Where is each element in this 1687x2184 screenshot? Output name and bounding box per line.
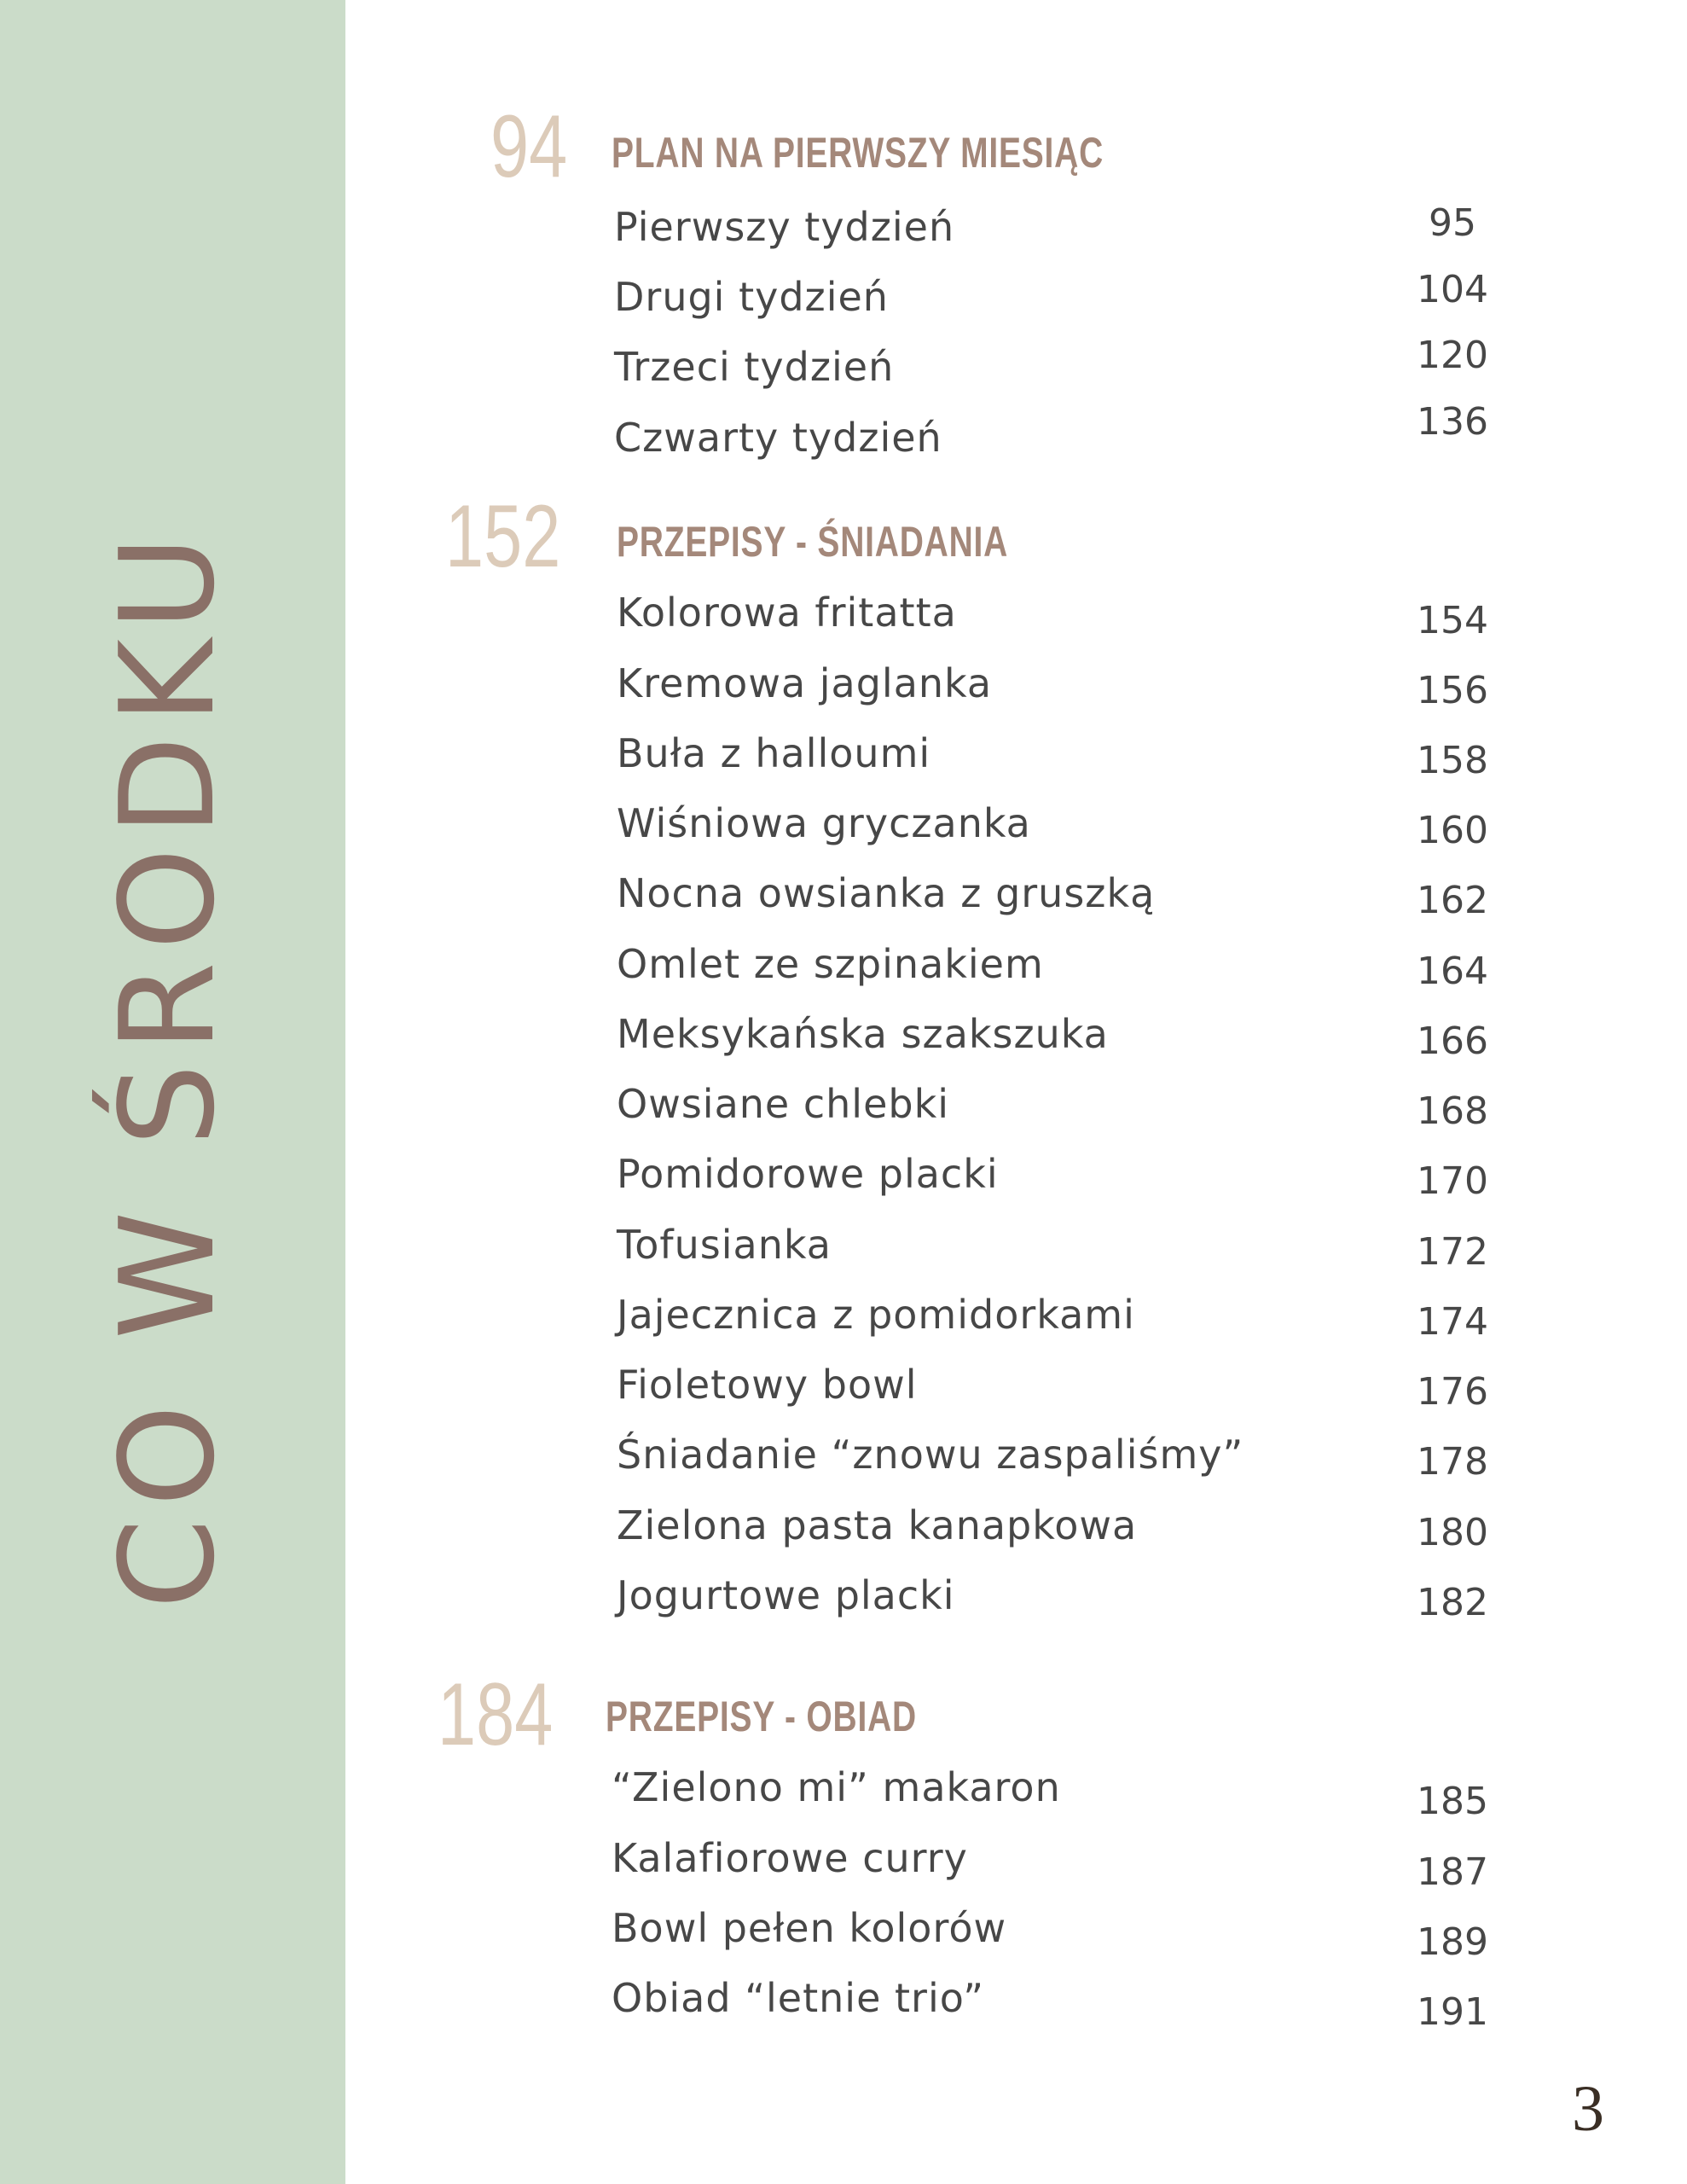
sidebar [0, 0, 345, 2184]
toc-page-number: 191 [1417, 1990, 1488, 2034]
toc-page-number: 166 [1417, 1019, 1488, 1063]
toc-entry[interactable]: Czwarty tydzień [614, 415, 942, 461]
toc-page-number: 185 [1417, 1780, 1488, 1823]
toc-page-number: 104 [1417, 268, 1488, 311]
toc-entry[interactable]: Wiśniowa gryczanka [617, 800, 1031, 846]
toc-page-number: 174 [1417, 1300, 1488, 1344]
toc-entry[interactable]: Drugi tydzień [614, 274, 889, 320]
section-number: 184 [438, 1665, 554, 1764]
toc-entry[interactable]: Obiad “letnie trio” [612, 1975, 985, 2021]
section-title: PRZEPISY - ŚNIADANIA [617, 518, 1009, 566]
toc-page-number: 156 [1417, 669, 1488, 712]
toc-page-number: 95 [1429, 201, 1476, 245]
toc-entry[interactable]: Śniadanie “znowu zaspaliśmy” [617, 1432, 1244, 1478]
toc-page-number: 136 [1417, 400, 1488, 444]
toc-page-number: 162 [1417, 879, 1488, 922]
toc-page-number: 168 [1417, 1089, 1488, 1133]
toc-entry[interactable]: Owsiane chlebki [617, 1081, 949, 1127]
toc-page-number: 189 [1417, 1920, 1488, 1964]
toc-entry[interactable]: Zielona pasta kanapkowa [617, 1502, 1138, 1548]
page-number: 3 [1572, 2073, 1604, 2145]
toc-entry[interactable]: Omlet ze szpinakiem [617, 941, 1044, 987]
toc-page-number: 182 [1417, 1581, 1488, 1624]
section-title: PRZEPISY - OBIAD [606, 1693, 917, 1740]
section-title: PLAN NA PIERWSZY MIESIĄC [612, 129, 1104, 177]
toc-entry[interactable]: Kremowa jaglanka [617, 660, 993, 706]
toc-entry[interactable]: “Zielono mi” makaron [612, 1764, 1061, 1810]
toc-page-number: 164 [1417, 950, 1488, 993]
toc-page-number: 172 [1417, 1230, 1488, 1274]
toc-page-number: 176 [1417, 1370, 1488, 1414]
toc-page-number: 154 [1417, 599, 1488, 642]
toc-entry[interactable]: Kalafiorowe curry [612, 1835, 968, 1881]
toc-entry[interactable]: Fioletowy bowl [617, 1362, 918, 1408]
toc-page-number: 160 [1417, 809, 1488, 852]
toc-entry[interactable]: Jogurtowe placki [617, 1572, 955, 1618]
toc-entry[interactable]: Bowl pełen kolorów [612, 1905, 1007, 1951]
toc-page-number: 178 [1417, 1440, 1488, 1484]
toc-entry[interactable]: Jajecznica z pomidorkami [617, 1292, 1135, 1338]
toc-entry[interactable]: Kolorowa fritatta [617, 590, 957, 636]
section-number: 152 [445, 487, 561, 586]
toc-page-number: 180 [1417, 1511, 1488, 1554]
sidebar-title: CO W ŚRODKU [92, 523, 243, 1610]
toc-page-number: 158 [1417, 739, 1488, 782]
toc-entry[interactable]: Nocna owsianka z gruszką [617, 870, 1156, 916]
toc-entry[interactable]: Tofusianka [617, 1222, 832, 1268]
section-number: 94 [490, 97, 568, 196]
toc-entry[interactable]: Buła z halloumi [617, 730, 931, 776]
toc-page-number: 120 [1417, 334, 1488, 377]
toc-entry[interactable]: Pierwszy tydzień [614, 204, 955, 250]
toc-page-number: 187 [1417, 1850, 1488, 1894]
toc-entry[interactable]: Trzeci tydzień [614, 344, 895, 390]
toc-page-number: 170 [1417, 1159, 1488, 1203]
toc-entry[interactable]: Meksykańska szakszuka [617, 1011, 1109, 1057]
toc-entry[interactable]: Pomidorowe placki [617, 1151, 999, 1197]
